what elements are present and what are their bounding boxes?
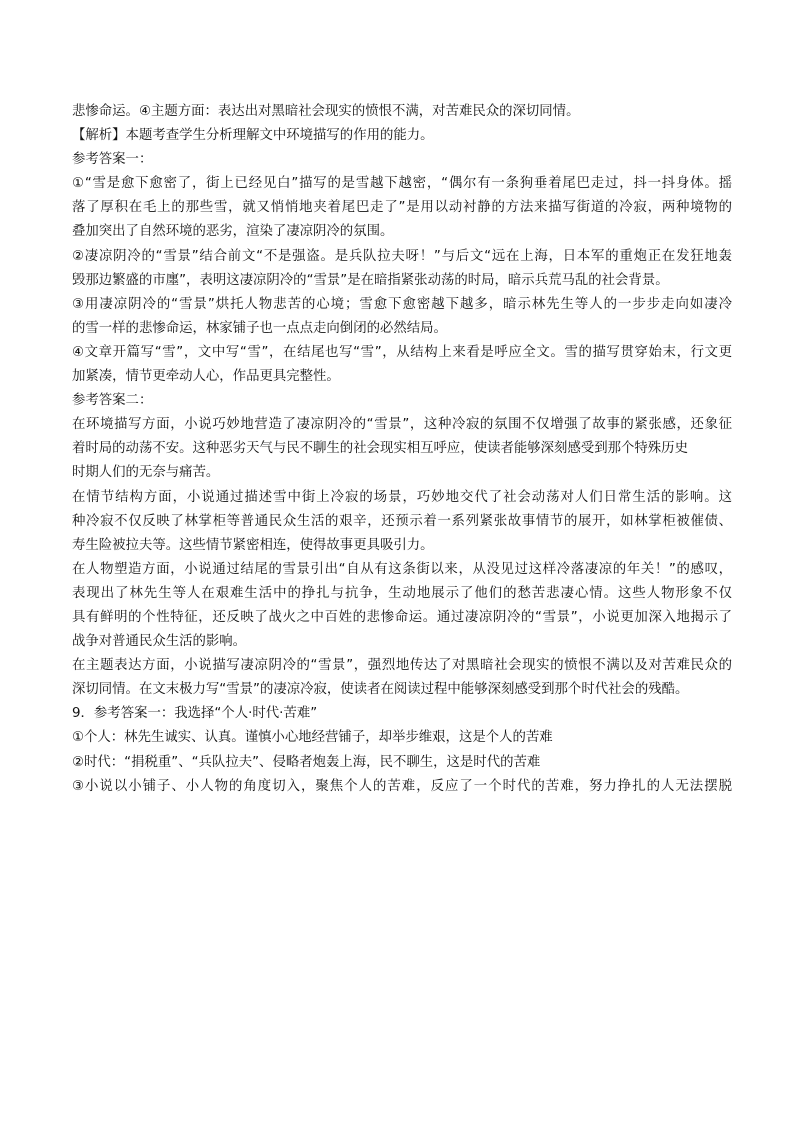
text-line-07: ②凄凉阴冷的“雪景”结合前文“不是强盗。是兵队拉夫呀！”与后文“远在上海，日本军的重炮正在发狂地轰 (72, 248, 732, 264)
text-line-01: 悲惨命运。④主题方面：表达出对黑暗社会现实的愤恨不满，对苦难民众的深切同情。 (72, 104, 580, 119)
text-line-18: 种冷寂不仅反映了林掌柜等普通民众生活的艰辛，还预示着一系列紧张故事情节的展开，如林掌柜被催债、 (72, 513, 732, 529)
text-line-29: ③小说以小铺子、小人物的角度切入，聚焦个人的苦难，反应了一个时代的苦难，努力挣扎的人无法摆脱 (72, 778, 732, 794)
text-line-04: ①“雪是愈下愈密了，街上已经见白”描写的是雪越下越密，“偶尔有一条狗垂着尾巴走过，抖一抖身体。摇 (72, 176, 732, 192)
answer-text-block (72, 100, 732, 799)
text-line-08: 毁那边繁盛的市廛”，表明这凄凉阴冷的“雪景”是在暗指紧张动荡的时局，暗示兵荒马乱的社会背景。 (72, 272, 669, 288)
text-line-22: 具有鲜明的个性特征，还反映了战火之中百姓的悲惨命运。通过凄凉阴冷的“雪景”，小说更加深入地揭示了 (72, 609, 732, 625)
text-line-10: 的雪一样的悲惨命运，林家铺子也一点点走向倒闭的必然结局。 (72, 320, 447, 336)
text-line-09: ③用凄凉阴冷的“雪景”烘托人物悲苦的心境；雪愈下愈密越下越多，暗示林先生等人的一步步走向如凄冷 (72, 296, 732, 312)
text-line-02: 【解析】本题考查学生分析理解文中环境描写的作用的能力。 (72, 128, 434, 144)
text-line-21: 表现出了林先生等人在艰难生活中的挣扎与抗争，生动地展示了他们的愁苦悲凄心情。这些人物形象不仅 (72, 585, 732, 601)
text-line-25: 深切同情。在文末极力写“雪景”的凄凉冷寂，使读者在阅读过程中能够深刻感受到那个时代社会的残酷。 (72, 682, 689, 698)
text-line-19: 寿生险被拉夫等。这些情节紧密相连，使得故事更具吸引力。 (72, 537, 434, 553)
text-line-06: 叠加突出了自然环境的恶劣，渲染了凄凉阴冷的氛围。 (72, 224, 394, 240)
text-line-27: ①个人：林先生诚实、认真。谨慎小心地经营铺子，却举步维艰，这是个人的苦难 (72, 730, 553, 746)
text-line-11: ④文章开篇写“雪”，文中写“雪”，在结尾也写“雪”，从结构上来看是呼应全文。雪的描写贯穿始末，行文更 (72, 344, 732, 360)
text-line-17: 在情节结构方面，小说通过描述雪中街上冷寂的场景，巧妙地交代了社会动荡对人们日常生活的影响。这 (72, 489, 732, 505)
text-line-28: ②时代：“捐税重”、“兵队拉夫”、侵略者炮轰上海，民不聊生，这是时代的苦难 (72, 754, 541, 770)
text-line-23: 战争对普通民众生活的影响。 (72, 634, 247, 650)
text-line-12: 加紧凑，情节更牵动人心，作品更具完整性。 (72, 369, 340, 385)
text-line-14: 在环境描写方面，小说巧妙地营造了凄凉阴冷的“雪景”，这种冷寂的氛围不仅增强了故事的紧张感，还象征 (72, 417, 732, 433)
text-line-20: 在人物塑造方面，小说通过结尾的雪景引出“自从有这条街以来，从没见过这样冷落凄凉的年关！”的感叹， (72, 561, 732, 577)
text-line-13: 参考答案二： (72, 393, 153, 409)
text-line-15: 着时局的动荡不安。这种恶劣天气与民不聊生的社会现实相互呼应，使读者能够深刻感受到那个特殊历史 (72, 441, 688, 457)
text-line-24: 在主题表达方面，小说描写凄凉阴冷的“雪景”，强烈地传达了对黑暗社会现实的愤恨不满以及对苦难民众的 (72, 658, 732, 674)
text-line-05: 落了厚积在毛上的那些雪，就又悄悄地夹着尾巴走了”是用以动衬静的方法来描写街道的冷寂，两种境物的 (72, 200, 732, 216)
text-line-26: 9．参考答案一：我选择“个人·时代·苦难” (72, 706, 318, 722)
text-line-16: 时期人们的无奈与痛苦。 (72, 465, 220, 481)
text-line-03: 参考答案一： (72, 152, 153, 168)
